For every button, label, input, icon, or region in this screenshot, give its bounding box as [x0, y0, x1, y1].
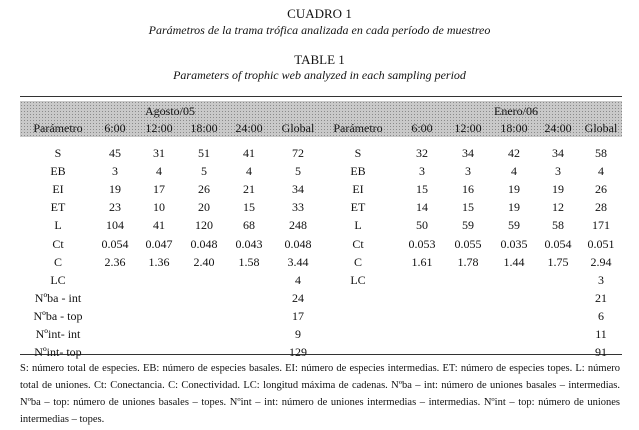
table-cell: 23: [109, 200, 121, 215]
table-cell: 0.035: [500, 236, 528, 251]
table-cell: 10: [153, 200, 165, 215]
col-header-right-4: 24:00: [544, 121, 572, 135]
col-header-right-5: Global: [584, 121, 618, 135]
table-cell: 0.054: [544, 236, 572, 251]
table-cell: 3.44: [287, 254, 309, 269]
table-cell: 1.75: [547, 254, 569, 269]
row-param-left: Nºint- int: [35, 327, 81, 341]
table-cell: 3: [112, 164, 118, 179]
table-cell: 0.055: [454, 236, 482, 251]
row-param-left: S: [54, 146, 62, 160]
table-cell: 4: [246, 164, 252, 179]
table-cell: 72: [292, 146, 304, 160]
table-cell: 19: [508, 200, 520, 215]
table-cell: 15: [416, 182, 428, 197]
table-cell: 0.051: [587, 236, 615, 251]
table-cell: 17: [153, 182, 165, 197]
table-cell: 11: [595, 327, 607, 341]
table-cell: 3: [555, 164, 561, 179]
row-param-left: EI: [52, 182, 64, 197]
table-cell: 91: [595, 345, 607, 360]
row-param-left: EB: [50, 164, 66, 179]
table-cell: 2.36: [104, 254, 126, 269]
table-cell: 3: [598, 272, 604, 287]
table-cell: 34: [552, 146, 564, 160]
table-cell: 248: [289, 218, 307, 233]
table-cell: 2.40: [193, 254, 215, 269]
table-cell: 3: [465, 164, 471, 179]
table-top-rule: [20, 96, 622, 97]
col-header-left-5: Global: [281, 121, 315, 135]
table-cell: 19: [508, 182, 520, 197]
col-header-left-1: 6:00: [104, 121, 126, 135]
col-header-left-0: Parámetro: [33, 121, 83, 135]
table-cell: 4: [156, 164, 162, 179]
table-cell: 34: [292, 182, 304, 197]
table-cell: 16: [462, 182, 474, 197]
col-header-right-1: 6:00: [411, 121, 433, 135]
table-cell: 12: [552, 200, 564, 215]
table-cell: 1.36: [148, 254, 170, 269]
table-cell: 59: [462, 218, 474, 233]
table-cell: 42: [508, 146, 520, 160]
table-footnote: S: número total de especies. EB: número de especies basales. EI: número de especies intermedias. ET: número de especies topes. L: número total de uniones. Ct: Conectancia. C: Conectividad. LC: longitud máxima de cadenas. Nºba – int: número de uniones basales – intermedias. Nºba – top: número de uniones basales – topes. Nºint – int: número de uniones intermedias – intermedias. Nºint – top: número de uniones intermedias – topes.: [20, 363, 620, 425]
col-header-left-2: 12:00: [145, 121, 173, 135]
row-param-left: LC: [50, 272, 66, 287]
table-cell: 26: [595, 182, 607, 197]
row-param-left: Nºba - int: [34, 290, 82, 305]
table-cell: 50: [416, 218, 428, 233]
table-cell: 26: [198, 182, 210, 197]
row-param-left: Nºint- top: [34, 345, 82, 360]
caption-subtitle-en: Parameters of trophic web analyzed in each sampling period: [173, 68, 466, 82]
table-cell: 32: [416, 146, 428, 160]
caption-title-es: CUADRO 1: [287, 6, 352, 21]
table-cell: 33: [292, 200, 304, 215]
table-cell: 20: [198, 200, 210, 215]
table-cell: 129: [289, 345, 307, 360]
table-cell: 4: [511, 164, 517, 179]
table-cell: 4: [598, 164, 604, 179]
table-cell: 3: [419, 164, 425, 179]
col-header-left-4: 24:00: [235, 121, 263, 135]
table-cell: 28: [595, 200, 607, 215]
table-cell: 21: [595, 290, 607, 305]
table-cell: 41: [153, 218, 165, 233]
table-cell: 104: [106, 218, 124, 233]
table-cell: 0.054: [101, 236, 129, 251]
table-cell: 0.048: [190, 236, 218, 251]
table-bottom-rule: [20, 354, 622, 355]
table-cell: 58: [595, 146, 607, 160]
table-cell: 1.61: [411, 254, 433, 269]
row-param-right: ET: [350, 200, 366, 215]
table-cell: 21: [243, 182, 255, 197]
row-param-right: LC: [350, 272, 366, 287]
col-header-left-3: 18:00: [190, 121, 218, 135]
row-param-right: Ct: [352, 236, 364, 251]
table-cell: 4: [295, 272, 301, 287]
table-cell: 51: [198, 146, 210, 160]
row-param-right: EI: [352, 182, 364, 197]
row-param-left: ET: [50, 200, 66, 215]
table-cell: 1.78: [457, 254, 479, 269]
table-cell: 120: [195, 218, 213, 233]
table-cell: 17: [292, 308, 304, 323]
table-cell: 15: [462, 200, 474, 215]
table-cell: 9: [295, 327, 301, 341]
table-cell: 19: [109, 182, 121, 197]
table-cell: 15: [243, 200, 255, 215]
table-cell: 24: [292, 290, 304, 305]
table-cell: 5: [201, 164, 207, 179]
col-header-right-2: 12:00: [454, 121, 482, 135]
table-cell: 0.043: [235, 236, 263, 251]
row-param-left: C: [53, 254, 62, 269]
table-cell: 0.047: [145, 236, 173, 251]
col-header-right-0: Parámetro: [333, 121, 383, 135]
table-cell: 68: [243, 218, 255, 233]
row-param-right: EB: [350, 164, 366, 179]
table-cell: 58: [552, 218, 564, 233]
row-param-right: C: [353, 254, 362, 269]
table-cell: 1.58: [238, 254, 260, 269]
row-param-left: Nºba - top: [33, 308, 83, 323]
table-cell: 2.94: [590, 254, 612, 269]
table-cell: 31: [153, 146, 165, 160]
group-header-agosto: Agosto/05: [144, 104, 195, 118]
row-param-left: L: [54, 218, 62, 233]
table-cell: 171: [592, 218, 610, 233]
table-cell: 0.048: [284, 236, 312, 251]
row-param-right: S: [354, 146, 362, 160]
table-cell: 59: [508, 218, 520, 233]
table-cell: 5: [295, 164, 301, 179]
col-header-right-3: 18:00: [500, 121, 528, 135]
table-cell: 45: [109, 146, 121, 160]
row-param-left: Ct: [52, 236, 64, 251]
table-cell: 14: [416, 200, 428, 215]
table-cell: 6: [598, 308, 604, 323]
table-cell: 0.053: [408, 236, 436, 251]
group-header-enero: Enero/06: [494, 104, 538, 118]
table-cell: 1.44: [503, 254, 525, 269]
caption-subtitle-es: Parámetros de la trama trófica analizada en cada período de muestreo: [148, 23, 491, 37]
row-param-right: L: [354, 218, 362, 233]
table-cell: 19: [552, 182, 564, 197]
table-cell: 41: [243, 146, 255, 160]
table-cell: 34: [462, 146, 474, 160]
caption-title-en: TABLE 1: [294, 52, 345, 67]
